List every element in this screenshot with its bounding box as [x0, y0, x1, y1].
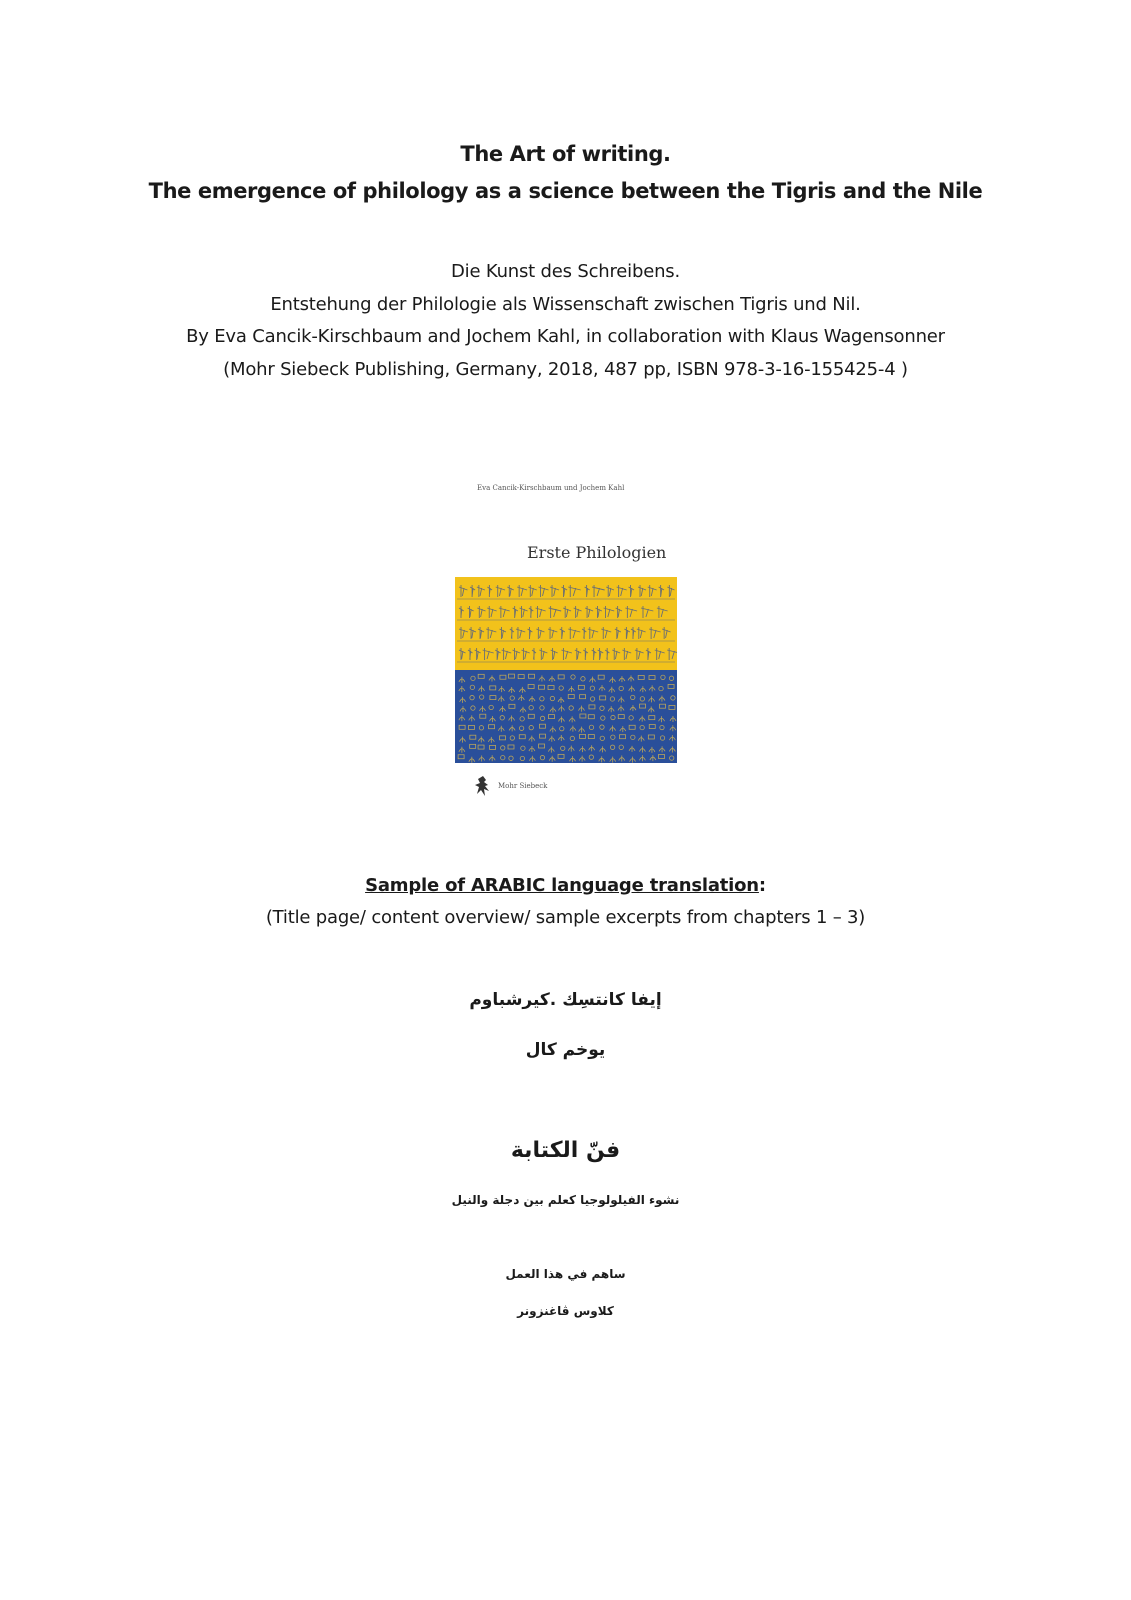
authors-line: By Eva Cancik-Kirschbaum and Jochem Kahl, in collaboration with Klaus Wagensonner: [186, 326, 945, 347]
arabic-author-2: يوخم كال: [525, 1040, 606, 1060]
publication-details: (Mohr Siebeck Publishing, Germany, 2018, 487 pp, ISBN 978-3-16-155425-4 ): [223, 358, 908, 380]
german-subtitle: Entstehung der Philologie als Wissenschaft zwischen Tigris und Nil.: [270, 293, 861, 315]
book-cover-image: [455, 478, 677, 798]
cover-authors: Eva Cancik-Kirschbaum und Jochem Kahl: [477, 484, 625, 492]
arabic-subtitle: نشوء الفيلولوجيا كعلم بين دجلة والنيل: [451, 1193, 680, 1207]
original-edition-block: [0, 256, 1131, 386]
arabic-author-1: إيفا كانتسِك .كيرشباوم: [469, 990, 662, 1010]
arabic-contributor: كلاوس ڤاغنزونر: [517, 1304, 614, 1318]
sample-heading-colon: :: [758, 875, 766, 896]
arabic-title: فنّ الكتابة: [510, 1138, 621, 1163]
cover-artwork: [455, 577, 677, 763]
sample-heading-text: Sample of ARABIC language translation: [365, 875, 759, 896]
arabic-contributed-label: ساهم في هذا العمل: [505, 1267, 626, 1281]
cover-publisher: [473, 773, 547, 799]
cover-title: Erste Philologien: [527, 543, 667, 562]
english-subtitle: The emergence of philology as a science between the Tigris and the Nile: [148, 179, 983, 203]
english-title-block: [0, 136, 1131, 210]
sample-heading: [0, 870, 1131, 902]
english-title: The Art of writing.: [460, 142, 671, 166]
publisher-name: Mohr Siebeck: [498, 782, 548, 790]
sample-subheading: (Title page/ content overview/ sample excerpts from chapters 1 – 3): [265, 907, 866, 928]
publisher-logo-icon: [473, 774, 493, 798]
sample-section: [0, 870, 1131, 934]
german-title: Die Kunst des Schreibens.: [451, 261, 680, 282]
